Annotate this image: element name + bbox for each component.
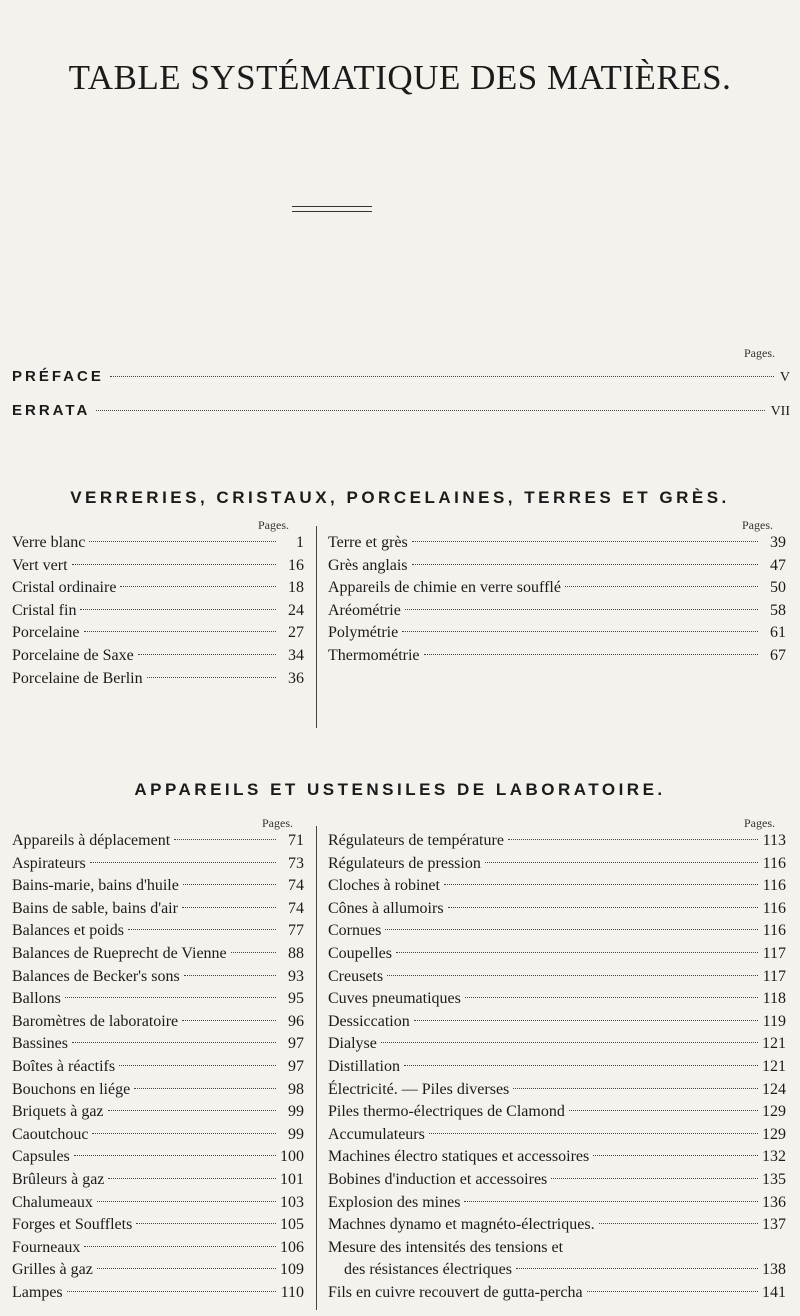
toc-entry-page: 117 xyxy=(762,944,786,962)
toc-entry-page: 103 xyxy=(280,1193,304,1211)
toc-entry[interactable] xyxy=(12,1011,304,1034)
dot-leader xyxy=(444,884,758,885)
dot-leader xyxy=(97,1268,276,1269)
toc-entry-title: Fils en cuivre recouvert de gutta-percha xyxy=(328,1283,583,1301)
dot-leader xyxy=(381,1042,758,1043)
toc-entry-page: 98 xyxy=(288,1080,304,1098)
dot-leader xyxy=(89,541,276,542)
toc-entry-page: 116 xyxy=(762,922,786,940)
toc-entry-title: Dessiccation xyxy=(328,1012,410,1030)
dot-leader xyxy=(465,997,758,998)
toc-entry-title: Explosion des mines xyxy=(328,1193,461,1211)
toc-entry-page: 18 xyxy=(288,579,304,597)
toc-entry-page: 77 xyxy=(288,922,304,940)
toc-entry[interactable] xyxy=(12,875,304,898)
toc-entry[interactable] xyxy=(12,645,304,668)
toc-entry-page: 47 xyxy=(770,556,786,574)
dot-leader xyxy=(80,609,276,610)
dot-leader xyxy=(138,654,276,655)
toc-entry-page: 16 xyxy=(288,556,304,574)
dot-leader xyxy=(412,564,758,565)
toc-entry-title: Cornues xyxy=(328,922,382,940)
front-matter-row[interactable] xyxy=(12,368,790,388)
toc-entry[interactable] xyxy=(328,1237,786,1260)
dot-leader xyxy=(485,862,758,863)
toc-entry-title: Thermométrie xyxy=(328,646,420,664)
toc-entry[interactable] xyxy=(328,577,786,600)
page-title: TABLE SYSTÉMATIQUE DES MATIÈRES. xyxy=(68,58,732,97)
dot-leader xyxy=(174,839,276,840)
toc-entry[interactable] xyxy=(328,898,786,921)
dot-leader xyxy=(182,907,276,908)
toc-entry[interactable] xyxy=(328,966,786,989)
toc-entry[interactable] xyxy=(12,830,304,853)
toc-entry-page: 121 xyxy=(762,1035,786,1053)
dot-leader xyxy=(402,631,758,632)
dot-leader xyxy=(120,586,276,587)
toc-entry[interactable] xyxy=(328,1146,786,1169)
toc-entry-title: Aréométrie xyxy=(328,601,401,619)
dot-leader xyxy=(134,1088,276,1089)
dot-leader xyxy=(65,997,276,998)
dot-leader xyxy=(72,1042,276,1043)
column-divider xyxy=(316,526,317,728)
toc-entry[interactable] xyxy=(12,1282,304,1305)
toc-entry-title: Appareils à déplacement xyxy=(12,832,171,849)
toc-entry[interactable] xyxy=(12,1146,304,1169)
dot-leader xyxy=(404,1065,758,1066)
toc-entry-title: Verre blanc xyxy=(12,534,86,551)
toc-entry-page: 124 xyxy=(762,1080,786,1098)
dot-leader xyxy=(74,1155,276,1156)
toc-entry-page: 93 xyxy=(288,967,304,985)
toc-entry[interactable] xyxy=(328,1192,786,1215)
toc-entry-title: Cristal fin xyxy=(12,601,77,619)
section-2-left-list xyxy=(12,830,304,1304)
toc-entry-page: 36 xyxy=(288,669,304,687)
toc-entry-page: 116 xyxy=(762,877,786,895)
front-matter-row[interactable] xyxy=(12,402,790,422)
toc-entry-title: Lampes xyxy=(12,1283,63,1301)
toc-entry[interactable] xyxy=(328,1259,786,1282)
toc-entry-title: Capsules xyxy=(12,1148,70,1166)
toc-entry[interactable] xyxy=(12,600,304,623)
dot-leader xyxy=(84,631,276,632)
section-heading: VERRERIES, CRISTAUX, PORCELAINES, TERRES ET GRÈS. xyxy=(70,488,730,507)
toc-entry-title: Dialyse xyxy=(328,1035,377,1053)
toc-entry[interactable] xyxy=(328,1056,786,1079)
toc-entry-title: Aspirateurs xyxy=(12,854,86,872)
toc-entry[interactable] xyxy=(328,830,786,853)
toc-entry-page: 121 xyxy=(762,1057,786,1075)
dot-leader xyxy=(387,975,758,976)
dot-leader xyxy=(593,1155,758,1156)
toc-entry[interactable] xyxy=(12,577,304,600)
front-matter-page: V xyxy=(779,370,790,385)
dot-leader xyxy=(108,1178,276,1179)
toc-entry-page: 132 xyxy=(762,1148,786,1166)
dot-leader xyxy=(119,1065,276,1066)
toc-entry-title: Balances de Becker's sons xyxy=(12,967,180,985)
toc-entry-page: 1 xyxy=(296,534,304,551)
toc-entry[interactable] xyxy=(12,1033,304,1056)
toc-entry-page: 116 xyxy=(762,854,786,872)
toc-entry-page: 116 xyxy=(762,899,786,917)
section-2-right-list xyxy=(328,830,786,1304)
toc-entry-page: 117 xyxy=(762,967,786,985)
toc-entry-title: Grilles à gaz xyxy=(12,1261,93,1279)
toc-entry-title: Bassines xyxy=(12,1035,68,1053)
dot-leader xyxy=(424,654,758,655)
toc-entry-page: 88 xyxy=(288,944,304,962)
toc-entry-page: 96 xyxy=(288,1012,304,1030)
section-heading: APPAREILS ET USTENSILES DE LABORATOIRE. xyxy=(134,780,666,799)
toc-entry-page: 129 xyxy=(762,1103,786,1121)
dot-leader xyxy=(385,929,758,930)
dot-leader xyxy=(565,586,758,587)
pages-column-header: Pages. xyxy=(742,518,773,532)
dot-leader xyxy=(231,952,276,953)
toc-entry-page: 105 xyxy=(280,1216,304,1234)
toc-entry[interactable] xyxy=(328,988,786,1011)
toc-entry-title: Grès anglais xyxy=(328,556,408,574)
toc-entry[interactable] xyxy=(328,1282,786,1305)
dot-leader xyxy=(464,1201,758,1202)
toc-entry-title: Balances de Rueprecht de Vienne xyxy=(12,944,227,962)
dot-leader xyxy=(97,1201,276,1202)
toc-entry-title: Mesure des intensités des tensions et xyxy=(328,1238,564,1256)
toc-entry[interactable] xyxy=(12,1192,304,1215)
toc-entry-title: Régulateurs de pression xyxy=(328,854,481,872)
pages-column-header: Pages. xyxy=(258,518,289,532)
toc-entry[interactable] xyxy=(328,1011,786,1034)
toc-entry[interactable] xyxy=(12,966,304,989)
dot-leader xyxy=(414,1020,758,1021)
pages-column-header: Pages. xyxy=(744,816,775,830)
dot-leader xyxy=(587,1291,758,1292)
toc-entry-page: 97 xyxy=(288,1057,304,1075)
toc-entry[interactable] xyxy=(328,1033,786,1056)
toc-entry[interactable] xyxy=(12,943,304,966)
dot-leader xyxy=(84,1246,276,1247)
toc-entry[interactable] xyxy=(328,943,786,966)
toc-entry[interactable] xyxy=(328,1169,786,1192)
toc-entry-title: Porcelaine de Berlin xyxy=(12,669,143,687)
front-matter-name: PRÉFACE xyxy=(12,368,104,385)
toc-entry-title: Cônes à allumoirs xyxy=(328,899,444,917)
toc-entry-title: Fourneaux xyxy=(12,1238,81,1256)
toc-entry-page: 39 xyxy=(770,534,786,551)
toc-entry[interactable] xyxy=(328,645,786,668)
toc-entry-page: 100 xyxy=(280,1148,304,1166)
toc-entry-page: 50 xyxy=(770,579,786,597)
toc-entry-page: 141 xyxy=(762,1283,786,1301)
toc-entry-title: Distillation xyxy=(328,1057,400,1075)
toc-entry-title: Briquets à gaz xyxy=(12,1103,104,1121)
dot-leader xyxy=(183,884,276,885)
toc-entry[interactable] xyxy=(328,1101,786,1124)
toc-entry-page: 135 xyxy=(762,1170,786,1188)
toc-entry[interactable] xyxy=(12,622,304,645)
toc-entry[interactable] xyxy=(12,555,304,578)
toc-entry-page: 99 xyxy=(288,1103,304,1121)
dot-leader xyxy=(599,1223,758,1224)
toc-entry[interactable] xyxy=(328,920,786,943)
toc-entry-title: Forges et Soufflets xyxy=(12,1216,133,1234)
toc-entry[interactable] xyxy=(12,1237,304,1260)
column-divider xyxy=(316,826,317,1310)
dot-leader xyxy=(412,541,758,542)
toc-entry-title: Machnes dynamo et magnéto-électriques. xyxy=(328,1216,595,1234)
toc-entry[interactable] xyxy=(12,668,304,691)
toc-entry-title: Régulateurs de température xyxy=(328,832,504,849)
dot-leader xyxy=(516,1268,758,1269)
dot-leader xyxy=(569,1110,758,1111)
dot-leader xyxy=(147,677,276,678)
section-1-right-list xyxy=(328,532,786,668)
toc-entry-page: 137 xyxy=(762,1216,786,1234)
toc-entry-title: Cristal ordinaire xyxy=(12,579,117,597)
dot-leader xyxy=(136,1223,276,1224)
toc-entry[interactable] xyxy=(12,1259,304,1282)
toc-entry[interactable] xyxy=(12,1124,304,1147)
pages-column-header: Pages. xyxy=(744,346,775,360)
toc-entry-title: Chalumeaux xyxy=(12,1193,93,1211)
toc-entry-title: Appareils de chimie en verre soufflé xyxy=(328,579,561,597)
toc-entry-title: Cuves pneumatiques xyxy=(328,990,461,1008)
toc-entry-page: 24 xyxy=(288,601,304,619)
toc-entry-title: Porcelaine de Saxe xyxy=(12,646,134,664)
toc-entry-title: Balances et poids xyxy=(12,922,124,940)
toc-entry[interactable] xyxy=(328,532,786,555)
toc-entry-title: Accumulateurs xyxy=(328,1125,425,1143)
dot-leader xyxy=(182,1020,276,1021)
dot-leader xyxy=(90,862,276,863)
dot-leader xyxy=(405,609,758,610)
toc-entry-page: 95 xyxy=(288,990,304,1008)
dot-leader xyxy=(72,564,276,565)
toc-entry-title: Bobines d'induction et accessoires xyxy=(328,1170,548,1188)
toc-entry[interactable] xyxy=(12,853,304,876)
toc-entry-title: Bains-marie, bains d'huile xyxy=(12,877,179,895)
toc-entry-page: 136 xyxy=(762,1193,786,1211)
toc-entry[interactable] xyxy=(328,600,786,623)
toc-entry-title: Porcelaine xyxy=(12,624,80,642)
toc-entry[interactable] xyxy=(12,1214,304,1237)
toc-entry-page: 129 xyxy=(762,1125,786,1143)
dot-leader xyxy=(448,907,758,908)
dot-leader xyxy=(508,839,758,840)
toc-entry-page: 34 xyxy=(288,646,304,664)
toc-entry[interactable] xyxy=(12,532,304,555)
toc-entry-title: Creusets xyxy=(328,967,384,985)
toc-entry-page: 61 xyxy=(770,624,786,642)
toc-entry-page: 74 xyxy=(288,877,304,895)
toc-entry-title: Machines électro statiques et accessoires xyxy=(328,1148,590,1166)
toc-entry-title: Brûleurs à gaz xyxy=(12,1170,105,1188)
toc-entry[interactable] xyxy=(328,1124,786,1147)
toc-entry-page: 97 xyxy=(288,1035,304,1053)
toc-entry-title: Terre et grès xyxy=(328,534,408,551)
dot-leader xyxy=(92,1133,276,1134)
toc-entry[interactable] xyxy=(12,898,304,921)
toc-entry-page: 74 xyxy=(288,899,304,917)
toc-entry[interactable] xyxy=(12,1056,304,1079)
toc-entry-page: 27 xyxy=(288,624,304,642)
toc-entry[interactable] xyxy=(328,555,786,578)
toc-entry-page: 109 xyxy=(280,1261,304,1279)
toc-entry-title: Ballons xyxy=(12,990,61,1008)
toc-entry-title: Électricité. — Piles diverses xyxy=(328,1080,510,1098)
dot-leader xyxy=(128,929,276,930)
toc-entry-title: Caoutchouc xyxy=(12,1125,89,1143)
toc-entry-title: Cloches à robinet xyxy=(328,877,440,895)
toc-entry[interactable] xyxy=(328,1079,786,1102)
dot-leader xyxy=(110,376,774,377)
toc-entry-page: 113 xyxy=(762,832,786,849)
dot-leader xyxy=(67,1291,276,1292)
toc-entry-title: Boîtes à réactifs xyxy=(12,1057,116,1075)
toc-entry[interactable] xyxy=(12,1101,304,1124)
toc-entry-page: 73 xyxy=(288,854,304,872)
dot-leader xyxy=(108,1110,276,1111)
toc-entry-title: Bouchons en liége xyxy=(12,1080,131,1098)
front-matter-page: VII xyxy=(770,404,790,419)
toc-entry-title: Coupelles xyxy=(328,944,392,962)
toc-entry-title: Baromètres de laboratoire xyxy=(12,1012,179,1030)
dot-leader xyxy=(96,410,764,411)
toc-entry-title: Piles thermo-électriques de Clamond xyxy=(328,1103,565,1121)
section-1-left-list xyxy=(12,532,304,690)
front-matter-name: ERRATA xyxy=(12,402,91,419)
toc-entry-title: Vert vert xyxy=(12,556,68,574)
toc-entry-title: Bains de sable, bains d'air xyxy=(12,899,178,917)
toc-entry-page: 67 xyxy=(770,646,786,664)
toc-entry-page: 110 xyxy=(280,1283,304,1301)
toc-entry-page: 71 xyxy=(288,832,304,849)
toc-entry-page: 99 xyxy=(288,1125,304,1143)
toc-entry[interactable] xyxy=(12,920,304,943)
toc-entry-title: des résistances électriques xyxy=(344,1261,512,1279)
toc-entry-page: 119 xyxy=(762,1012,786,1030)
pages-column-header: Pages. xyxy=(262,816,293,830)
toc-entry[interactable] xyxy=(328,1214,786,1237)
toc-entry[interactable] xyxy=(328,853,786,876)
toc-entry-page: 101 xyxy=(280,1170,304,1188)
toc-entry-title: Polymétrie xyxy=(328,624,399,642)
toc-entry-page: 118 xyxy=(762,990,786,1008)
toc-entry[interactable] xyxy=(12,988,304,1011)
title-divider xyxy=(292,206,372,212)
dot-leader xyxy=(551,1178,758,1179)
toc-entry[interactable] xyxy=(12,1079,304,1102)
dot-leader xyxy=(429,1133,758,1134)
toc-entry-page: 58 xyxy=(770,601,786,619)
toc-entry[interactable] xyxy=(12,1169,304,1192)
toc-entry-page: 138 xyxy=(762,1261,786,1279)
dot-leader xyxy=(184,975,276,976)
toc-entry[interactable] xyxy=(328,875,786,898)
toc-entry-page: 106 xyxy=(280,1238,304,1256)
dot-leader xyxy=(396,952,758,953)
toc-entry[interactable] xyxy=(328,622,786,645)
dot-leader xyxy=(513,1088,758,1089)
